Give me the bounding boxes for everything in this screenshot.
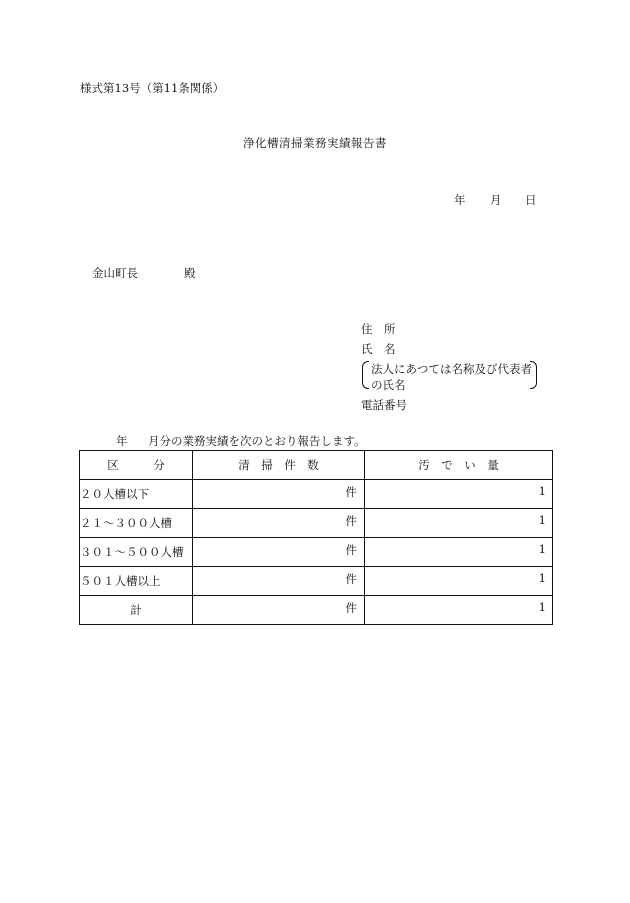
sludge-value: 1 — [538, 600, 546, 614]
cleaning-count-cell[interactable] — [193, 596, 365, 625]
right-bracket — [530, 361, 537, 389]
count-unit: 件 — [345, 485, 357, 499]
reporter-phone-label: 電話番号 — [361, 398, 407, 412]
row-category: ５０１人槽以上 — [80, 567, 193, 596]
table-header-row — [80, 451, 553, 480]
sludge-value: 1 — [538, 571, 546, 585]
left-bracket — [362, 361, 369, 389]
addressee-suffix: 殿 — [184, 266, 196, 280]
addressee-name: 金山町長 — [92, 266, 138, 280]
header-cleaning-count: 清 掃 件 数 — [193, 451, 365, 480]
reporter-name-label: 氏 名 — [361, 342, 396, 356]
reporter-address-label: 住 所 — [361, 322, 396, 336]
intro-text: 月分の業務実績を次のとおり報告します。 — [148, 434, 366, 448]
table-row — [80, 509, 553, 538]
table-row — [80, 480, 553, 509]
sludge-amount-cell[interactable] — [365, 567, 553, 596]
sludge-amount-cell[interactable] — [365, 538, 553, 567]
row-category-total: 計 — [80, 596, 193, 625]
cleaning-count-cell[interactable] — [193, 567, 365, 596]
row-category: ３０１～５００人槽 — [80, 538, 193, 567]
form-number: 様式第13号（第11条関係） — [80, 81, 225, 95]
count-unit: 件 — [345, 601, 357, 615]
cleaning-count-cell[interactable] — [193, 480, 365, 509]
sludge-value: 1 — [538, 484, 546, 498]
table-row — [80, 567, 553, 596]
corporation-note-line-1: 法人にあつては名称及び代表者 — [371, 362, 532, 376]
header-sludge-amount: 汚 で い 量 — [365, 451, 553, 480]
table-total-row — [80, 596, 553, 625]
row-category: ２０人槽以下 — [80, 480, 193, 509]
count-unit: 件 — [345, 572, 357, 586]
row-category: ２１～３００人槽 — [80, 509, 193, 538]
report-table — [79, 450, 553, 625]
sludge-value: 1 — [538, 513, 546, 527]
sludge-amount-cell[interactable] — [365, 596, 553, 625]
intro-year-label: 年 — [116, 434, 128, 448]
date-month-label: 月 — [490, 193, 502, 207]
table-row — [80, 538, 553, 567]
cleaning-count-cell[interactable] — [193, 509, 365, 538]
sludge-amount-cell[interactable] — [365, 509, 553, 538]
sludge-value: 1 — [538, 542, 546, 556]
cleaning-count-cell[interactable] — [193, 538, 365, 567]
count-unit: 件 — [345, 543, 357, 557]
sludge-amount-cell[interactable] — [365, 480, 553, 509]
corporation-note-line-2: の氏名 — [371, 378, 406, 392]
document-title: 浄化槽清掃業務実績報告書 — [243, 136, 387, 150]
header-category: 区 分 — [80, 451, 193, 480]
date-day-label: 日 — [525, 193, 537, 207]
date-year-label: 年 — [454, 193, 466, 207]
count-unit: 件 — [345, 514, 357, 528]
